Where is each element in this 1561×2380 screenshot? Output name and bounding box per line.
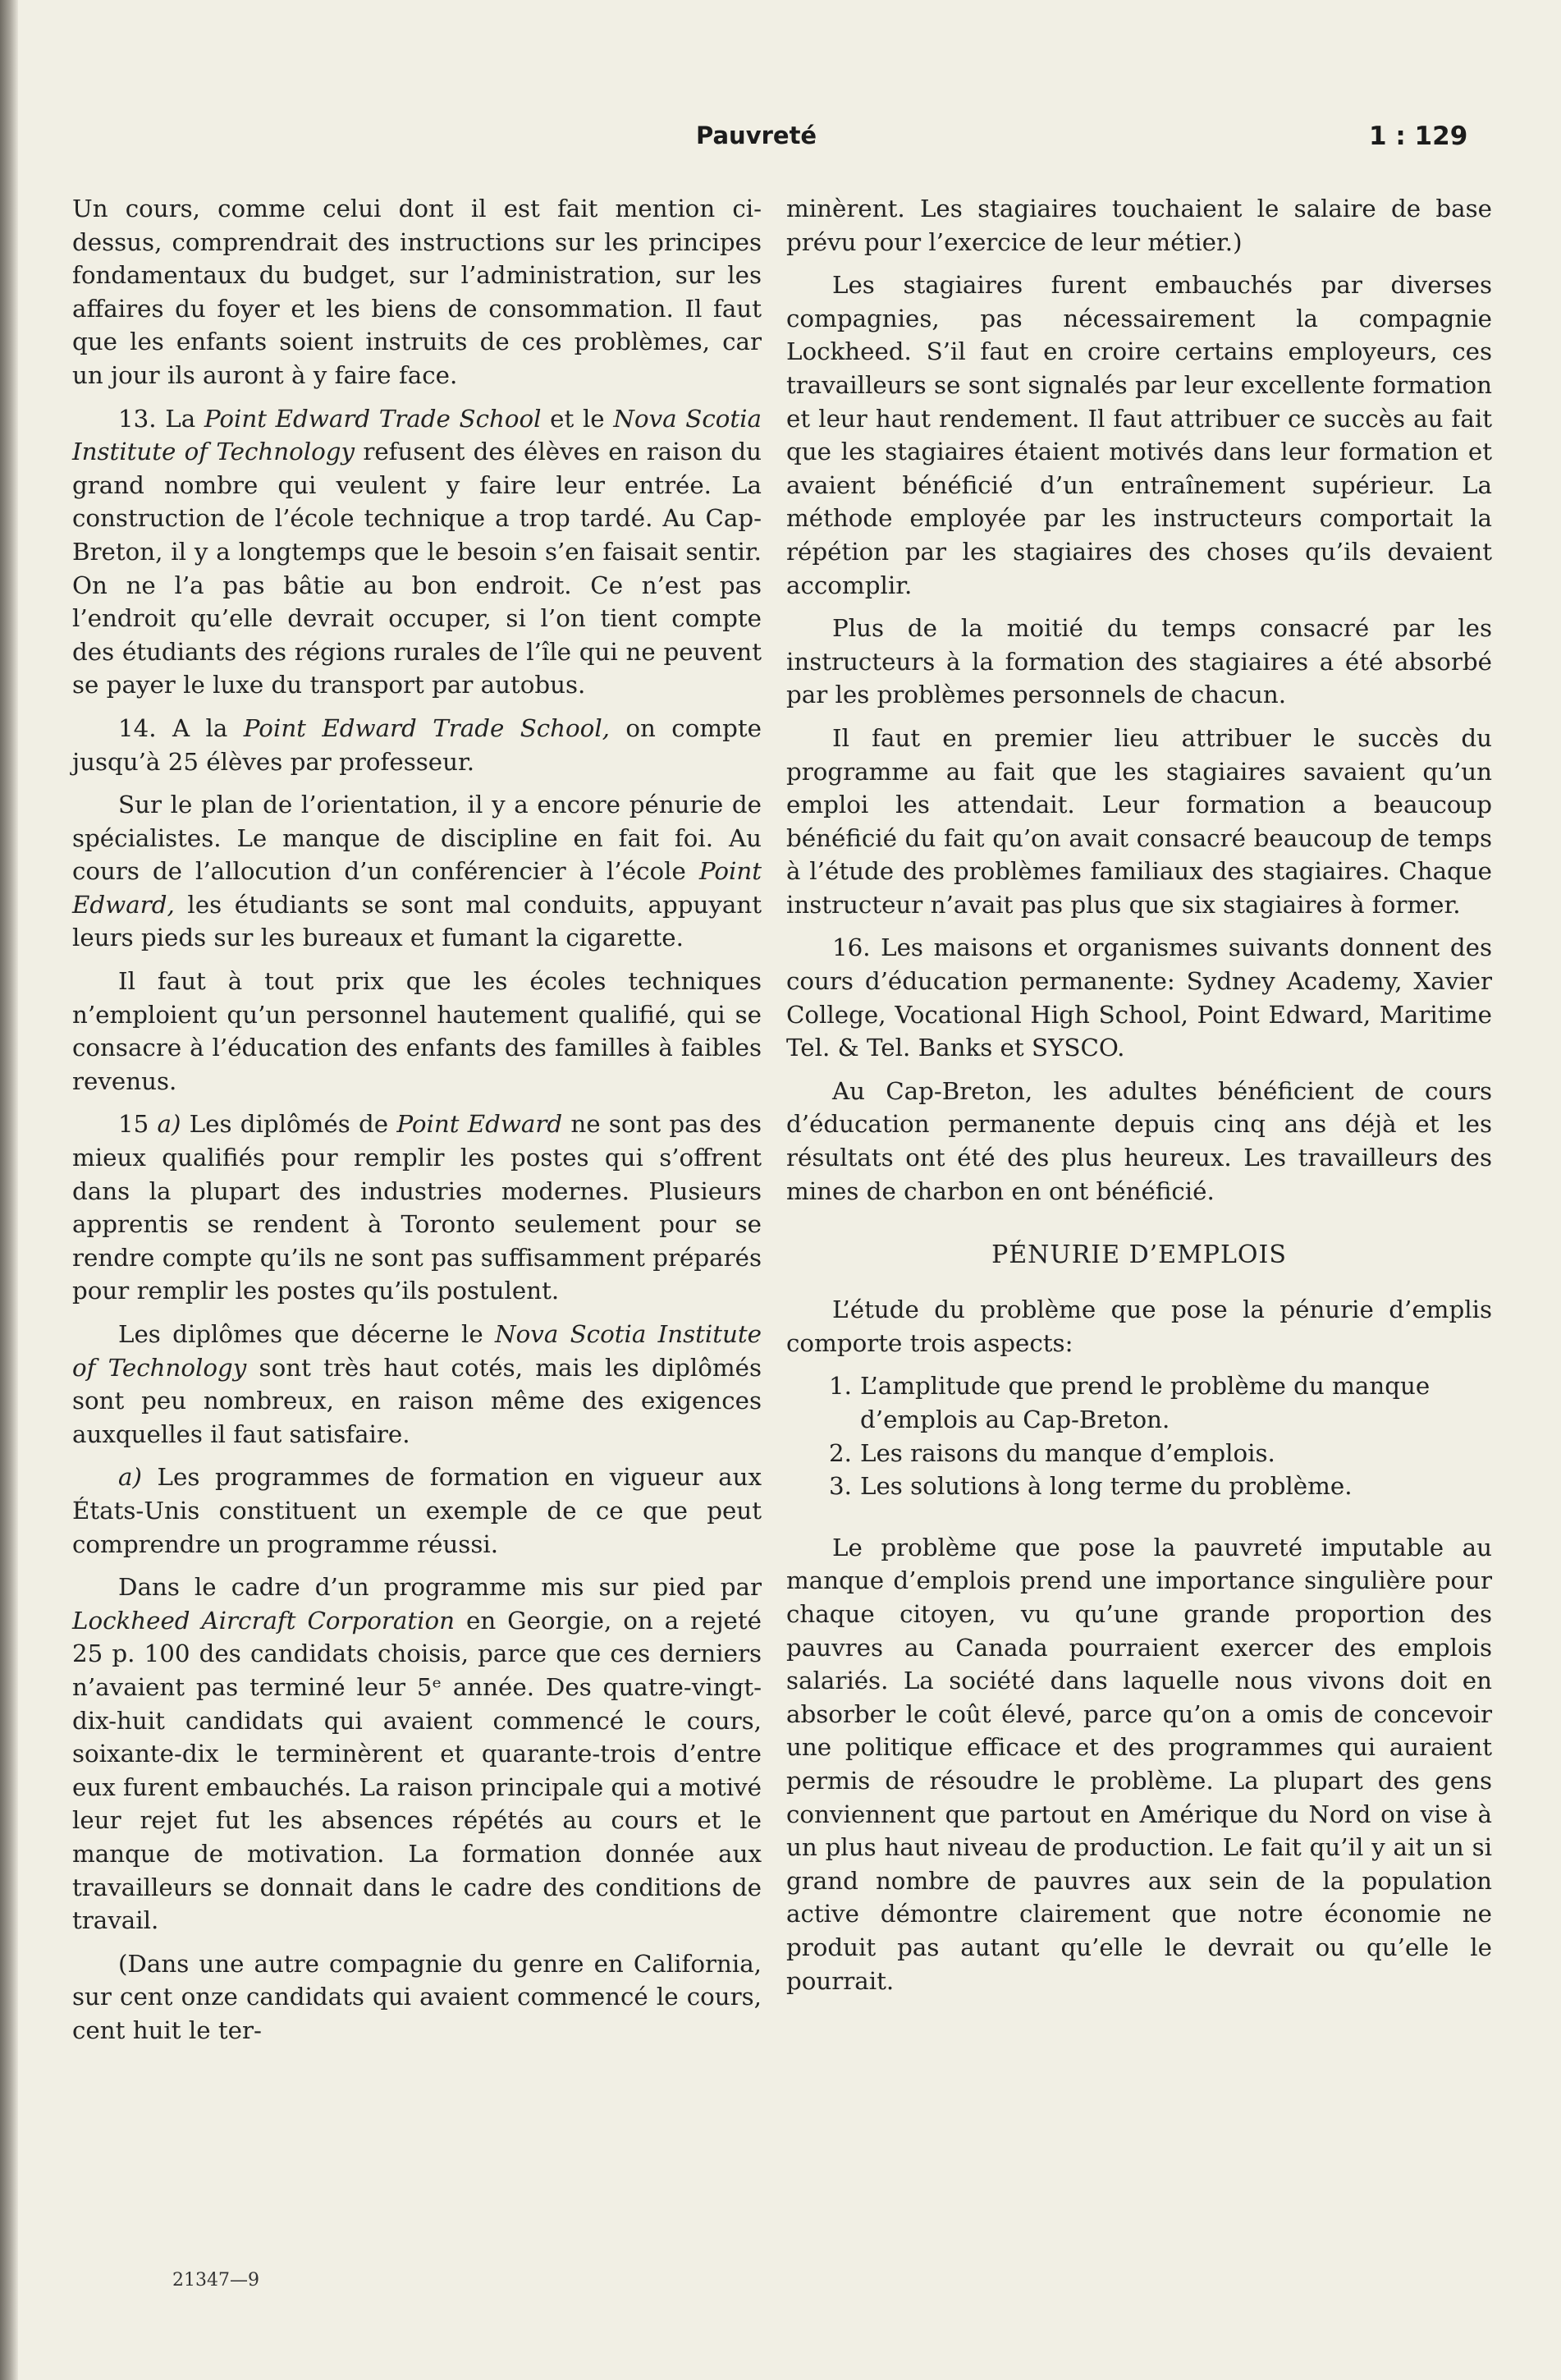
paragraph-15: 15 a) Les diplômés de Point Edward ne sont pas des mieux qualifiés pour remplir les postes qui s’offrent dans la plupart des industries modernes. Plusieurs apprentis se rendent à Toronto seulement pour se rendre compte qu’ils ne sont pas suffisamment préparés pour remplir les postes qu’ils postulent.: [72, 1110, 762, 1305]
page-header: [0, 122, 1561, 163]
list-item: 2. Les raisons du manque d’emplois.: [829, 1438, 1275, 1467]
paragraph: L’étude du problème que pose la pénurie d’emplis comporte trois aspects:: [786, 1295, 1492, 1357]
list-item: 3. Les solutions à long terme du problème.: [829, 1472, 1353, 1501]
paragraph-13: 13. La Point Edward Trade School et le Nova Scotia Institute of Technology refusent des élèves en raison du grand nombre qui veulent y faire leur entrée. La construction de l’école technique a trop tardé. Au Cap-Breton, il y a longtemps que le besoin s’en faisait sentir. On ne l’a pas bâtie au bon endroit. Ce n’est pas l’endroit qu’elle devrait occuper, si l’on tient compte des étudiants des régions rurales de l’île qui ne peuvent se payer le luxe du transport par autobus.: [72, 404, 762, 699]
left-column: [72, 192, 762, 2047]
list-item: 1. L’amplitude que prend le problème du manque d’emplois au Cap-Breton.: [829, 1372, 1431, 1433]
paragraph: Il faut à tout prix que les écoles techniques n’emploient qu’un personnel hautement qualifié, qui se consacre à l’éducation des enfants des familles à faibles revenus.: [72, 967, 762, 1095]
paragraph: Au Cap-Breton, les adultes bénéficient de cours d’éducation permanente depuis cinq ans déjà et les résultats ont été des plus heureux. Les travailleurs des mines de charbon en ont bénéficié.: [786, 1076, 1492, 1205]
paragraph: Il faut en premier lieu attribuer le succès du programme au fait que les stagiaires savaient qu’un emploi les attendait. Leur formation a beaucoup bénéficié du fait qu’on avait consacré beaucoup de temps à l’étude des problèmes familiaux des stagiaires. Chaque instructeur n’avait pas plus que six stagiaires à former.: [786, 723, 1492, 919]
paragraph: Les stagiaires furent embauchés par diverses compagnies, pas nécessairement la compagnie Lockheed. S’il faut en croire certains employeurs, ces travailleurs se sont signalés par leur excellente formation et leur haut rendement. Il faut attribuer ce succès au fait que les stagiaires étaient motivés dans leur formation et avaient bénéficié d’un entraînement supérieur. La méthode employée par les instructeurs comportait la répétion par les stagiaires des choses qu’ils devaient accomplir.: [786, 271, 1492, 599]
section-heading: PÉNURIE D’EMPLOIS: [991, 1240, 1287, 1270]
paragraph: minèrent. Les stagiaires touchaient le salaire de base prévu pour l’exercice de leur métier.): [786, 195, 1492, 256]
paragraph-14: 14. A la Point Edward Trade School, on compte jusqu’à 25 élèves par professeur.: [72, 713, 762, 776]
paragraph: (Dans une autre compagnie du genre en California, sur cent onze candidats qui avaient commencé le cours, cent huit le ter-: [72, 1949, 762, 2044]
paragraph: Sur le plan de l’orientation, il y a encore pénurie de spécialistes. Le manque de discipline en fait foi. Au cours de l’allocution d’un conférencier à l’école Point Edward, les étudiants se sont mal conduits, appuyant leurs pieds sur les bureaux et fumant la cigarette.: [72, 791, 762, 952]
page-number: 1 : 129: [1369, 122, 1468, 151]
paragraph: Plus de la moitié du temps consacré par les instructeurs à la formation des stagiaires a été absorbé par les problèmes personnels de chacun.: [786, 614, 1492, 709]
right-column: [786, 192, 1492, 1997]
binding-edge: [0, 0, 18, 2380]
footer-code: 21347—9: [172, 2270, 259, 2291]
paragraph: Le problème que pose la pauvreté imputable au manque d’emplois prend une importance singulière pour chaque citoyen, vu qu’une grande proportion des pauvres au Canada pourraient exercer des emplois salariés. La société dans laquelle nous vivons doit en absorber le coût élevé, parce qu’on a omis de concevoir une politique efficace et des programmes qui auraient permis de résoudre le problème. La plupart des gens conviennent que partout en Amérique du Nord on vise à un plus haut niveau de production. Le fait qu’il y ait un si grand nombre de pauvres aux sein de la population active démontre clairement que notre économie ne produit pas autant qu’elle le devrait ou qu’elle le pourrait.: [786, 1533, 1492, 1995]
running-title: Pauvreté: [696, 122, 817, 149]
paragraph-16: 16. Les maisons et organismes suivants donnent des cours d’éducation permanente: Sydney Academy, Xavier College, Vocational High School, Point Edward, Maritime Tel. & Tel. Banks et SYSCO.: [786, 933, 1492, 1062]
paragraph: a) Les programmes de formation en vigueur aux États-Unis constituent un exemple de ce que peut comprendre un programme réussi.: [72, 1463, 762, 1558]
numbered-list: [786, 1369, 1492, 1502]
paragraph: Les diplômes que décerne le Nova Scotia Institute of Technology sont très haut cotés, mais les diplômés sont peu nombreux, en raison même des exigences auxquelles il faut satisfaire.: [72, 1320, 762, 1448]
paragraph: Un cours, comme celui dont il est fait mention ci-dessus, comprendrait des instructions sur les principes fondamentaux du budget, sur l’administration, sur les affaires du foyer et les biens de consommation. Il faut que les enfants soient instruits de ces problèmes, car un jour ils auront à y faire face.: [72, 195, 762, 389]
paragraph: Dans le cadre d’un programme mis sur pied par Lockheed Aircraft Corporation en Georgie, on a rejeté 25 p. 100 des candidats choisis, parce que ces derniers n’avaient pas terminé leur 5ᵉ année. Des quatre-vingt-dix-huit candidats qui avaient commencé le cours, soixante-dix le terminèrent et quarante-trois d’entre eux furent embauchés. La raison principale qui a motivé leur rejet fut les absences répétés au cours et le manque de motivation. La formation donnée aux travailleurs se donnait dans le cadre des conditions de travail.: [72, 1573, 762, 1935]
